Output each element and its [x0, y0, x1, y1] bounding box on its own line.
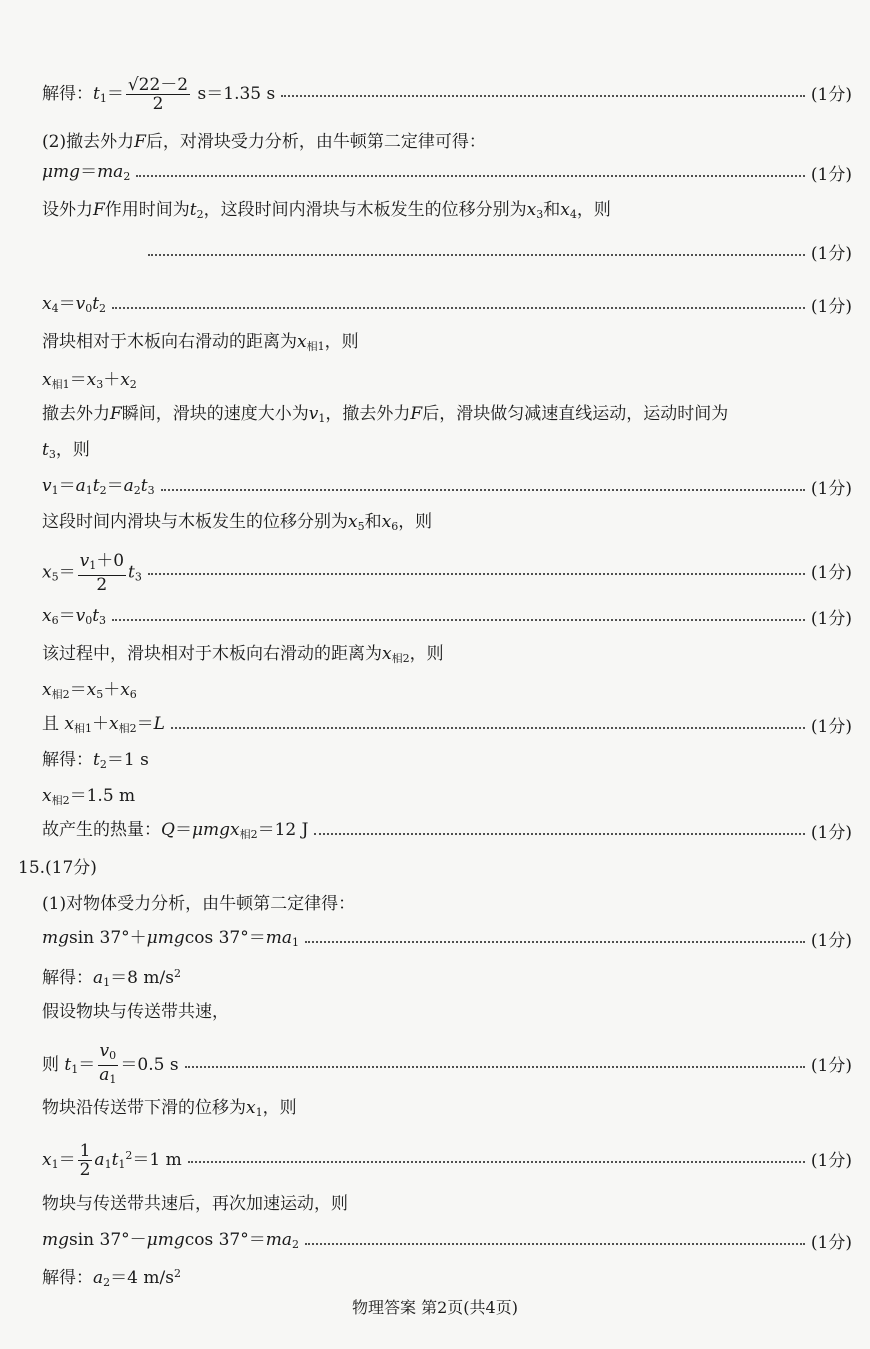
answer-line: [42, 712, 852, 741]
dot-leader: [305, 1241, 805, 1245]
score-label: (1分): [810, 930, 852, 951]
answer-text: 该过程中，滑块相对于木板向右滑动的距离为$x_{相2}$，则: [42, 644, 444, 665]
answer-text: 撤去外力F瞬间，滑块的速度大小为$v_1$，撤去外力F后，滑块做匀减速直线运动，运动时间为: [42, 404, 729, 425]
answer-text: 解得：$t_2=1$ s: [42, 750, 149, 771]
question-heading: [18, 856, 852, 880]
score-label: (1分): [810, 1150, 852, 1171]
answer-line: [42, 1142, 852, 1179]
answer-text: 物块沿传送带下滑的位移为$x_1$，则: [42, 1098, 297, 1119]
answer-line: [42, 892, 852, 916]
answer-text: $x_{相2}=x_5+x_6$: [42, 680, 137, 701]
dot-leader: [185, 1064, 805, 1068]
answer-text: 解得：$a_2=4$ $m/s^2$: [42, 1267, 181, 1289]
question-number: 15.(17分): [18, 858, 97, 878]
page-footer: 物理答案 第2页(共4页): [352, 1298, 518, 1317]
answer-text: 则 $t_1=$ $\frac{v_0}{a_1}$ ＝0.5 s: [42, 1041, 179, 1086]
dot-leader: [188, 1159, 805, 1163]
answer-text: $x_{相2}=1.5$ m: [42, 786, 136, 807]
answer-text: 这段时间内滑块与木板发生的位移分别为$x_5$和$x_6$，则: [42, 512, 433, 533]
answer-line: [42, 130, 852, 154]
answer-line: [42, 1000, 852, 1024]
answer-line: [42, 678, 852, 707]
dot-leader: [305, 939, 805, 943]
answer-line: [42, 642, 852, 671]
dot-leader: [161, 487, 805, 491]
answer-line: [42, 402, 852, 431]
answer-text: 解得：$t_1=$ $\frac{√22-2}{2}$ s＝1.35 s: [42, 75, 276, 114]
answer-line: [42, 510, 852, 539]
answer-text: $\mu mg=ma_2$: [42, 162, 131, 183]
score-label: (1分): [810, 1232, 852, 1253]
answer-line: [42, 552, 852, 594]
answer-line: [42, 784, 852, 813]
dot-leader: [112, 305, 805, 309]
dot-leader: [148, 571, 805, 575]
dot-leader: [171, 725, 805, 729]
dot-leader: [112, 617, 805, 621]
score-label: (1分): [810, 563, 852, 583]
answer-line: [42, 748, 852, 777]
answer-text: 且 $x_{相1}+x_{相2}=L$: [42, 714, 165, 735]
answer-text: (2)撤去外力F后，对滑块受力分析，由牛顿第二定律可得：: [42, 132, 486, 152]
answer-line: [42, 926, 852, 955]
score-label: (1分): [810, 716, 852, 737]
dot-leader: [148, 252, 805, 256]
answer-text: mgsin 37°＋μmgcos $37^\circ=ma_1$: [42, 928, 300, 949]
answer-text: mgsin 37°－μmgcos $37^\circ=ma_2$: [42, 1230, 300, 1251]
answer-text: (1)对物体受力分析，由牛顿第二定律得：: [42, 894, 356, 914]
score-label: (1分): [810, 1055, 852, 1076]
answer-text: 设外力F作用时间为$t_2$，这段时间内滑块与木板发生的位移分别为$x_3$和$x_4$，则: [42, 200, 611, 221]
answer-line: [42, 160, 852, 189]
answer-text: 假设物块与传送带共速，: [42, 1002, 229, 1022]
answer-line: [42, 474, 852, 503]
score-label: (1分): [810, 84, 852, 105]
score-label: (1分): [810, 822, 852, 843]
answer-text: 解得：$a_1=8$ $m/s^2$: [42, 967, 181, 989]
answer-text: 滑块相对于木板向右滑动的距离为$x_{相1}$，则: [42, 332, 359, 353]
answer-text: $x_1=$ $\frac{1}{2}$ $a_1t_1^2=1$ m: [42, 1141, 182, 1180]
answer-text: $v_1=a_1t_2=a_2t_3$: [42, 476, 155, 497]
answer-line: [42, 962, 852, 995]
answer-text: 故产生的热量：Q＝μmgx$_{相2}$＝12 J: [42, 820, 309, 841]
answer-line: [42, 198, 852, 227]
answer-line: [42, 292, 852, 321]
answer-line: [42, 1228, 852, 1257]
score-label: (1分): [810, 608, 852, 629]
answer-text: $x_6=v_0t_3$: [42, 606, 107, 627]
score-label: (1分): [810, 244, 852, 264]
answer-line: [42, 330, 852, 359]
score-label: (1分): [810, 478, 852, 499]
answer-text: $x_{相1}=x_3+x_2$: [42, 370, 137, 391]
answer-line: [42, 1042, 852, 1089]
answer-line: [42, 368, 852, 397]
answer-line: [42, 1096, 852, 1125]
score-label: (1分): [810, 296, 852, 317]
answer-text: $x_4=v_0t_2$: [42, 294, 107, 315]
answer-line: [42, 438, 852, 467]
answer-line: [42, 76, 852, 113]
score-label: (1分): [810, 164, 852, 185]
answer-text: 物块与传送带共速后，再次加速运动，则: [42, 1194, 348, 1214]
answer-line: [42, 1262, 852, 1295]
answer-line: [42, 604, 852, 633]
answer-line: [42, 818, 852, 847]
dot-leader: [281, 93, 805, 97]
answer-line: [42, 242, 852, 266]
dot-leader: [136, 173, 805, 177]
answer-text: $x_5=$ $\frac{v_1+0}{2}$ $t_3$: [42, 551, 142, 595]
dot-leader: [314, 831, 804, 835]
answer-line: [42, 1192, 852, 1216]
answer-text: $t_3$，则: [42, 440, 90, 461]
